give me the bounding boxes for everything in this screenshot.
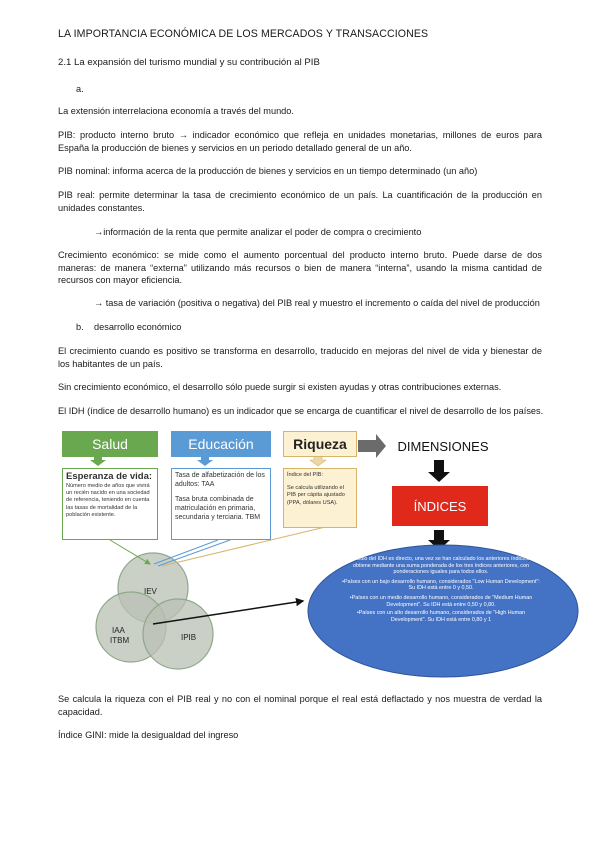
educacion-box-line1: Tasa de alfabetización de los adultos: TAA <box>175 472 265 488</box>
paragraph-indented: → tasa de variación (positiva o negativa) del PIB real y muestro el incremento o caída del nivel de producción <box>94 298 540 308</box>
venn-label-iaa: IAA <box>112 626 125 635</box>
educacion-header: Educación <box>171 431 271 457</box>
paragraph-indented: →información de la renta que permite analizar el poder de compra o crecimiento <box>94 227 422 237</box>
venn-label-iev: IEV <box>144 587 157 596</box>
educacion-box <box>171 468 271 540</box>
list-marker-a: a. <box>76 84 84 94</box>
venn-circle-ipib <box>143 599 213 669</box>
riqueza-header: Riqueza <box>283 431 357 457</box>
indices-label: ÍNDICES <box>392 486 488 526</box>
paragraph: Crecimiento económico: se mide como el aumento porcentual del producto interno bruto. Puede darse de dos maneras: de manera “externa” utilizando más recursos o bien de manera “interna”, usando la misma cantidad de recursos con mayor eficiencia. <box>58 250 542 286</box>
section-heading: 2.1 La expansión del turismo mundial y su contribución al PIB <box>58 57 320 68</box>
dimensiones-label: DIMENSIONES <box>397 438 489 454</box>
riqueza-box-line1: Índice del PIB: <box>287 472 324 478</box>
riqueza-down-arrow <box>310 456 326 466</box>
salud-box <box>62 468 158 540</box>
paragraph: Sin crecimiento económico, el desarrollo sólo puede surgir si existen ayudas y otras contribuciones externas. <box>58 382 502 392</box>
venn-label-ipib: IPIB <box>181 633 197 642</box>
riqueza-to-dimensiones-arrow <box>358 434 386 458</box>
list-item-label: desarrollo económico <box>94 322 182 332</box>
paragraph: PIB real: permite determinar la tasa de crecimiento económico de un país. La cuantificación de la producción en unidades constantes. <box>58 190 542 213</box>
paragraph: La extensión interrelaciona economía a través del mundo. <box>58 106 294 116</box>
salud-box-text: Número medio de años que vivirá un recién nacido en una sociedad de referencia, teniendo en cuenta las tasas de mortalidad de la población existente. <box>66 483 150 518</box>
paragraph: PIB nominal: informa acerca de la producción de bienes y servicios en un tiempo determinado (un año) <box>58 166 478 176</box>
salud-header: Salud <box>62 431 158 457</box>
ellipse-text-2: •Países con un bajo desarrollo humano, considerados "Low Human Development": Su IDH está entre 0 y 0,50. <box>342 578 540 592</box>
salud-down-arrow <box>90 456 106 466</box>
dimensiones-down-arrow <box>428 460 450 482</box>
riqueza-box <box>283 468 357 528</box>
venn-label-itbm: ITBM <box>110 636 130 645</box>
paragraph: Se calcula la riqueza con el PIB real y no con el nominal porque el real está deflactado y nos muestra de verdad la capacidad. <box>58 694 542 717</box>
list-marker-b: b. <box>76 322 84 332</box>
connector-educacion <box>158 540 230 566</box>
ellipse-text-4: •Países con un alto desarrollo humano, considerados de "High Human Development". Su IDH está entre 0,80 y 1 <box>356 610 526 623</box>
paragraph: Índice GINI: mide la desigualdad del ingreso <box>58 730 239 740</box>
ellipse-text-1: El cálculo del IDH es directo, una vez se han calculado los anteriores índices. Se obtiene mediante una suma ponderada de los tres índices anteriores, con ponderaciones iguales para todos ellos. <box>344 556 538 576</box>
salud-box-title: Esperanza de vida: <box>66 471 153 482</box>
ellipse-text-3: •Países con un medio desarrollo humano, considerados de "Medium Human Development". Su IDH está entre 0,50 y 0,80. <box>349 594 533 608</box>
paragraph: El IDH (índice de desarrollo humano) es un indicador que se encarga de cuantificar el nivel de desarrollo de los países. <box>58 406 544 416</box>
paragraph: El crecimiento cuando es positivo se transforma en desarrollo, traducido en mejoras del nivel de vida y bienestar de los habitantes de un país. <box>58 346 542 369</box>
idh-diagram <box>58 428 588 690</box>
educacion-box-line2: Tasa bruta combinada de matriculación en primaria, secundaria y terciaria. TBM <box>175 496 261 521</box>
document-title: LA IMPORTANCIA ECONÓMICA DE LOS MERCADOS Y TRANSACCIONES <box>58 28 429 40</box>
paragraph: PIB: producto interno bruto → indicador económico que refleja en unidades monetarias, millones de euros para España la producción de bienes y servicios en un periodo detallado general de un año. <box>58 130 542 153</box>
connector-salud <box>110 540 150 564</box>
educacion-down-arrow <box>197 456 213 466</box>
ellipse-text-block <box>341 556 541 623</box>
riqueza-box-line2: Se calcula utilizando el PIB per cápita ajustado (PPA, dólares USA). <box>287 485 345 506</box>
